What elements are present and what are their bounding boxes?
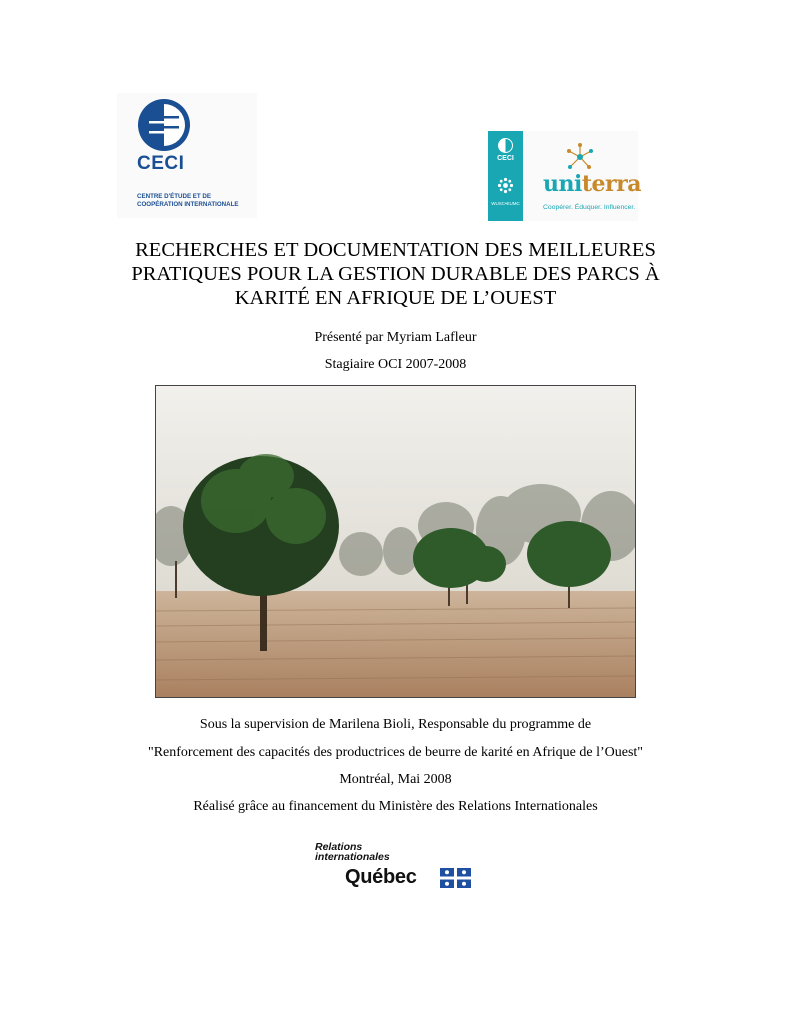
ceci-emblem-icon [137, 98, 191, 152]
uniterra-wordmark-terra: terra [581, 171, 641, 197]
uniterra-wordmark-uni: uni [543, 171, 582, 197]
document-title [100, 238, 691, 310]
supervision-line: Sous la supervision de Marilena Bioli, Responsable du programme de [199, 717, 592, 732]
document-title-line1: RECHERCHES ET DOCUMENTATION DES MEILLEURES [135, 239, 656, 261]
shea-trees-field-image [156, 386, 636, 698]
intern-line: Stagiaire OCI 2007-2008 [324, 357, 467, 372]
document-title-line2: PRATIQUES POUR LA GESTION DURABLE DES PARCS À [131, 263, 660, 285]
quebec-ministry-line2: internationales [315, 851, 390, 863]
shea-parkland-photo [155, 385, 636, 698]
wusc-flower-icon [497, 177, 514, 194]
ceci-mini-emblem-icon [497, 137, 514, 154]
ceci-subtitle [137, 193, 257, 209]
presenter-line: Présenté par Myriam Lafleur [314, 330, 477, 345]
uniterra-tagline: Coopérer. Éduquer. Influencer. [543, 204, 636, 211]
uniterra-wordmark [543, 171, 641, 197]
place-date-line: Montréal, Mai 2008 [339, 772, 452, 787]
quebec-wordmark: Québec [345, 866, 417, 888]
funding-line: Réalisé grâce au financement du Ministère des Relations Internationales [193, 799, 598, 814]
quebec-relations-internationales-logo [315, 842, 475, 892]
quebec-ministry-line1: Relations [315, 841, 363, 853]
uniterra-panel-wusc-label: WUSC•EUMC [491, 201, 520, 206]
ceci-subtitle-line1: CENTRE D'ÉTUDE ET DE [137, 193, 212, 200]
ceci-logo [117, 93, 257, 218]
quebec-ministry-label [315, 842, 390, 862]
ceci-subtitle-line2: COOPÉRATION INTERNATIONALE [137, 201, 239, 208]
uniterra-logo [488, 131, 641, 221]
program-title-line: "Renforcement des capacités des productrices de beurre de karité en Afrique de l’Ouest" [148, 745, 643, 760]
document-title-line3: KARITÉ EN AFRIQUE DE L’OUEST [234, 287, 557, 309]
ceci-wordmark: CECI [137, 153, 185, 174]
uniterra-panel-ceci-label: CECI [497, 155, 514, 162]
uniterra-sun-icon [564, 141, 596, 173]
quebec-flag-icon [440, 868, 471, 888]
uniterra-partner-panel [488, 131, 523, 221]
